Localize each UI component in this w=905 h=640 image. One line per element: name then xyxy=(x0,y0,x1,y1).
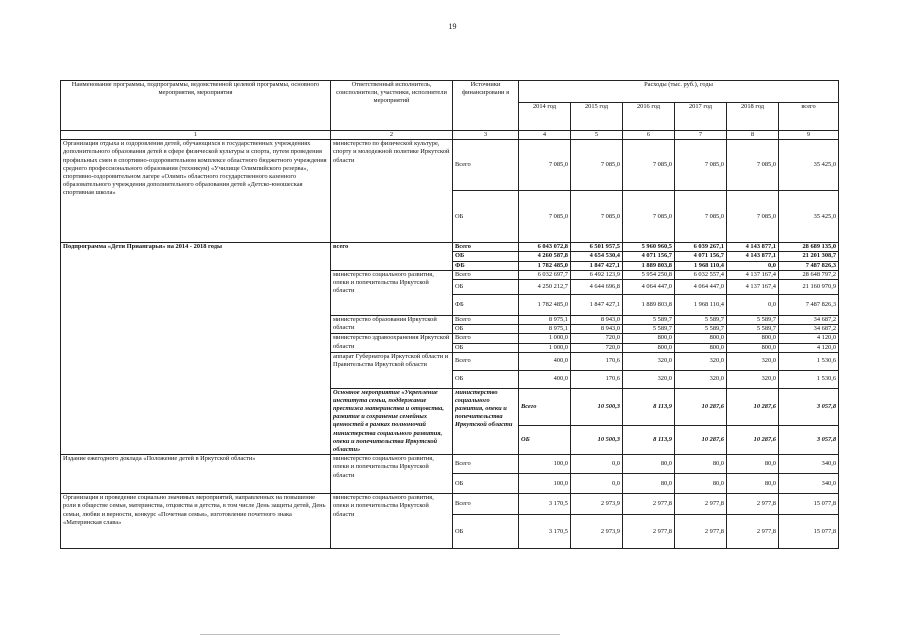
value-cell: 4 143 877,1 xyxy=(727,252,779,261)
value-cell: 320,0 xyxy=(675,370,727,388)
value-cell: 6 032 697,7 xyxy=(519,270,571,279)
row-source: Всего xyxy=(453,352,519,370)
header-source: Источники финансировани я xyxy=(453,81,519,131)
value-cell: 800,0 xyxy=(623,334,675,343)
row-source: ОБ xyxy=(453,325,519,334)
header-total: всего xyxy=(779,103,839,131)
row-name: Организация и проведение социально значимых мероприятий, направленных на повышение роли в обществе семьи, материнства, отцовства и детства, в том числе День защиты детей, День семьи, любви и верности, конкурс «Почетная семья», изготовление почетного знака «Материнская слава» xyxy=(61,494,331,549)
value-cell: 400,0 xyxy=(519,370,571,388)
row-source: Всего xyxy=(453,140,519,191)
value-cell: 4 071 156,7 xyxy=(623,252,675,261)
value-cell: 7 085,0 xyxy=(623,191,675,243)
value-cell: 5 954 250,8 xyxy=(623,270,675,279)
header-year: 2018 год xyxy=(727,103,779,131)
value-cell: 10 287,6 xyxy=(675,426,727,455)
header-year: 2015 год xyxy=(571,103,623,131)
row-source: Всего xyxy=(453,334,519,343)
value-cell: 0,0 xyxy=(727,294,779,315)
header-year: 2014 год xyxy=(519,103,571,131)
row-source: ОБ xyxy=(453,343,519,352)
value-cell: 7 487 826,3 xyxy=(779,261,839,270)
value-cell: 6 039 267,1 xyxy=(675,243,727,252)
value-cell: 2 977,8 xyxy=(675,515,727,549)
value-cell: 170,6 xyxy=(571,370,623,388)
subprogram-executor: всего xyxy=(331,243,453,271)
value-cell: 6 501 957,5 xyxy=(571,243,623,252)
value-cell: 2 977,8 xyxy=(727,515,779,549)
value-cell: 80,0 xyxy=(623,474,675,494)
row-source: ОБ xyxy=(453,474,519,494)
value-cell: 21 160 970,9 xyxy=(779,279,839,294)
value-cell: 4 250 212,7 xyxy=(519,279,571,294)
row-source: ОБ xyxy=(453,279,519,294)
value-cell: 4 654 530,4 xyxy=(571,252,623,261)
subprogram-name: Подпрограмма «Дети Приангарья» на 2014 - 2018 годы xyxy=(61,243,331,455)
column-number: 7 xyxy=(675,131,727,140)
value-cell: 5 589,7 xyxy=(623,315,675,324)
column-number: 3 xyxy=(453,131,519,140)
value-cell: 5 589,7 xyxy=(623,325,675,334)
row-source: ФБ xyxy=(453,294,519,315)
value-cell: 15 077,8 xyxy=(779,494,839,515)
header-expenses: Расходы (тыс. руб.), годы xyxy=(519,81,839,103)
row-source: ОБ xyxy=(453,515,519,549)
value-cell: 35 425,0 xyxy=(779,191,839,243)
value-cell: 2 977,8 xyxy=(623,494,675,515)
row-source: Всего xyxy=(453,243,519,252)
value-cell: 4 644 696,8 xyxy=(571,279,623,294)
value-cell: 35 425,0 xyxy=(779,140,839,191)
row-name: Организация отдыха и оздоровления детей, обучающихся в государственных учреждениях дополнительного образования детей в сфере физической культуры и спорта, путем проведения профильных смен в спортивно-оздоровительном комплексе областного бюджетного учреждения среднего профессионального образования (техникум) «Училище Олимпийского резерва», спортивно-оздоровительном лагере «Олимп» областного государственного казенного образовательного учреждения дополнительного образования детей «Детско-юношеская спортивная школа» xyxy=(61,140,331,243)
value-cell: 3 057,8 xyxy=(779,426,839,455)
value-cell: 5 589,7 xyxy=(727,315,779,324)
header-name: Наименование программы, подпрограммы, ведомственной целевой программы, основного мероприятия, мероприятия xyxy=(61,81,331,131)
value-cell: 21 201 308,7 xyxy=(779,252,839,261)
value-cell: 720,0 xyxy=(571,334,623,343)
value-cell: 5 589,7 xyxy=(727,325,779,334)
value-cell: 80,0 xyxy=(727,474,779,494)
header-executor: Ответственный исполнитель, соисполнители, участники, исполнители мероприятий xyxy=(331,81,453,131)
value-cell: 7 085,0 xyxy=(571,140,623,191)
value-cell: 800,0 xyxy=(675,334,727,343)
column-number-row xyxy=(61,131,839,140)
column-number: 1 xyxy=(61,131,331,140)
value-cell: 34 687,2 xyxy=(779,315,839,324)
row-source: Всего xyxy=(453,315,519,324)
row-executor: министерство здравоохранения Иркутской области xyxy=(331,334,453,352)
column-number: 5 xyxy=(571,131,623,140)
value-cell: 5 589,7 xyxy=(675,325,727,334)
table-row xyxy=(61,455,839,474)
header-year: 2017 год xyxy=(675,103,727,131)
value-cell: 15 077,8 xyxy=(779,515,839,549)
value-cell: 2 973,9 xyxy=(571,494,623,515)
value-cell: 80,0 xyxy=(623,455,675,474)
value-cell: 320,0 xyxy=(727,352,779,370)
column-number: 9 xyxy=(779,131,839,140)
value-cell: 1 847 427,1 xyxy=(571,294,623,315)
value-cell: 2 977,8 xyxy=(623,515,675,549)
value-cell: 7 085,0 xyxy=(727,140,779,191)
value-cell: 1 782 485,0 xyxy=(519,261,571,270)
value-cell: 170,6 xyxy=(571,352,623,370)
value-cell: 4 143 877,1 xyxy=(727,243,779,252)
value-cell: 340,0 xyxy=(779,455,839,474)
row-name: Издание ежегодного доклада «Положение детей в Иркутской области» xyxy=(61,455,331,494)
row-executor: министерство образования Иркутской области xyxy=(331,315,453,333)
value-cell: 1 530,6 xyxy=(779,352,839,370)
value-cell: 340,0 xyxy=(779,474,839,494)
value-cell: 1 889 803,8 xyxy=(623,294,675,315)
value-cell: 800,0 xyxy=(623,343,675,352)
value-cell: 720,0 xyxy=(571,343,623,352)
value-cell: 400,0 xyxy=(519,352,571,370)
main-event-name: Основное мероприятие «Укрепление института семьи, поддержание престижа материнства и отцовства, развитие и сохранение семейных ценностей в рамках полномочий министерства социального развития, опеки и попечительства Иркутской области» xyxy=(331,388,453,455)
value-cell: 1 847 427,1 xyxy=(571,261,623,270)
value-cell: 7 085,0 xyxy=(623,140,675,191)
row-executor: аппарат Губернатора Иркутской области и Правительства Иркутской области xyxy=(331,352,453,388)
value-cell: 6 043 072,8 xyxy=(519,243,571,252)
table-row xyxy=(61,494,839,515)
value-cell: 10 287,6 xyxy=(727,388,779,425)
value-cell: 7 085,0 xyxy=(675,140,727,191)
value-cell: 7 085,0 xyxy=(727,191,779,243)
value-cell: 8 943,0 xyxy=(571,315,623,324)
column-number: 8 xyxy=(727,131,779,140)
value-cell: 800,0 xyxy=(675,343,727,352)
value-cell: 4 260 587,8 xyxy=(519,252,571,261)
table-row xyxy=(61,140,839,191)
value-cell: 2 977,8 xyxy=(675,494,727,515)
value-cell: 28 648 797,2 xyxy=(779,270,839,279)
page-number: 19 xyxy=(448,22,457,31)
value-cell: 1 889 803,8 xyxy=(623,261,675,270)
value-cell: 2 973,9 xyxy=(571,515,623,549)
value-cell: 80,0 xyxy=(675,455,727,474)
row-source: Всего xyxy=(453,494,519,515)
value-cell: 4 120,0 xyxy=(779,334,839,343)
value-cell: 0,0 xyxy=(571,455,623,474)
row-source: ОБ xyxy=(519,426,571,455)
value-cell: 4 137 167,4 xyxy=(727,270,779,279)
value-cell: 3 170,5 xyxy=(519,494,571,515)
value-cell: 4 137 167,4 xyxy=(727,279,779,294)
value-cell: 100,0 xyxy=(519,455,571,474)
row-source: ОБ xyxy=(453,370,519,388)
value-cell: 7 085,0 xyxy=(675,191,727,243)
value-cell: 1 000,0 xyxy=(519,343,571,352)
value-cell: 0,0 xyxy=(571,474,623,494)
row-source: ОБ xyxy=(453,252,519,261)
budget-table xyxy=(60,80,839,549)
value-cell: 4 064 447,0 xyxy=(675,279,727,294)
value-cell: 8 113,9 xyxy=(623,388,675,425)
value-cell: 10 500,3 xyxy=(571,426,623,455)
value-cell: 4 120,0 xyxy=(779,343,839,352)
value-cell: 6 492 123,9 xyxy=(571,270,623,279)
value-cell: 34 687,2 xyxy=(779,325,839,334)
value-cell: 10 500,3 xyxy=(571,388,623,425)
value-cell: 1 000,0 xyxy=(519,334,571,343)
value-cell: 320,0 xyxy=(675,352,727,370)
row-source: ФБ xyxy=(453,261,519,270)
value-cell: 1 782 485,0 xyxy=(519,294,571,315)
value-cell: 1 968 110,4 xyxy=(675,261,727,270)
value-cell: 1 968 110,4 xyxy=(675,294,727,315)
column-number: 4 xyxy=(519,131,571,140)
value-cell: 10 287,6 xyxy=(675,388,727,425)
value-cell: 7 085,0 xyxy=(519,140,571,191)
row-executor: министерство социального развития, опеки и попечительства Иркутской области xyxy=(331,494,453,549)
value-cell: 1 530,6 xyxy=(779,370,839,388)
value-cell: 800,0 xyxy=(727,334,779,343)
value-cell: 3 057,8 xyxy=(779,388,839,425)
value-cell: 800,0 xyxy=(727,343,779,352)
row-source: Всего xyxy=(453,270,519,279)
value-cell: 80,0 xyxy=(727,455,779,474)
value-cell: 8 975,1 xyxy=(519,315,571,324)
value-cell: 4 071 156,7 xyxy=(675,252,727,261)
value-cell: 2 977,8 xyxy=(727,494,779,515)
value-cell: 7 085,0 xyxy=(519,191,571,243)
column-number: 2 xyxy=(331,131,453,140)
table-row xyxy=(61,243,839,252)
value-cell: 6 032 557,4 xyxy=(675,270,727,279)
value-cell: 100,0 xyxy=(519,474,571,494)
column-number: 6 xyxy=(623,131,675,140)
value-cell: 0,0 xyxy=(727,261,779,270)
row-executor: министерство социального развития, опеки и попечительства Иркутской области xyxy=(331,455,453,494)
header-year: 2016 год xyxy=(623,103,675,131)
value-cell: 3 170,5 xyxy=(519,515,571,549)
row-source: Всего xyxy=(519,388,571,425)
row-executor: министерство социального развития, опеки и попечительства Иркутской области xyxy=(331,270,453,315)
value-cell: 7 085,0 xyxy=(571,191,623,243)
value-cell: 320,0 xyxy=(727,370,779,388)
value-cell: 80,0 xyxy=(675,474,727,494)
row-executor: министерство социального развития, опеки и попечительства Иркутской области xyxy=(453,388,519,455)
value-cell: 10 287,6 xyxy=(727,426,779,455)
value-cell: 7 487 826,3 xyxy=(779,294,839,315)
value-cell: 8 113,9 xyxy=(623,426,675,455)
row-executor: министерство по физической культуре, спорту и молодежной политике Иркутской области xyxy=(331,140,453,243)
header-row-1 xyxy=(61,81,839,103)
value-cell: 28 689 135,0 xyxy=(779,243,839,252)
value-cell: 320,0 xyxy=(623,352,675,370)
value-cell: 5 589,7 xyxy=(675,315,727,324)
value-cell: 320,0 xyxy=(623,370,675,388)
value-cell: 5 960 960,5 xyxy=(623,243,675,252)
row-source: ОБ xyxy=(453,191,519,243)
value-cell: 4 064 447,0 xyxy=(623,279,675,294)
value-cell: 8 975,1 xyxy=(519,325,571,334)
value-cell: 8 943,0 xyxy=(571,325,623,334)
scan-edge-divider xyxy=(200,634,560,635)
row-source: Всего xyxy=(453,455,519,474)
